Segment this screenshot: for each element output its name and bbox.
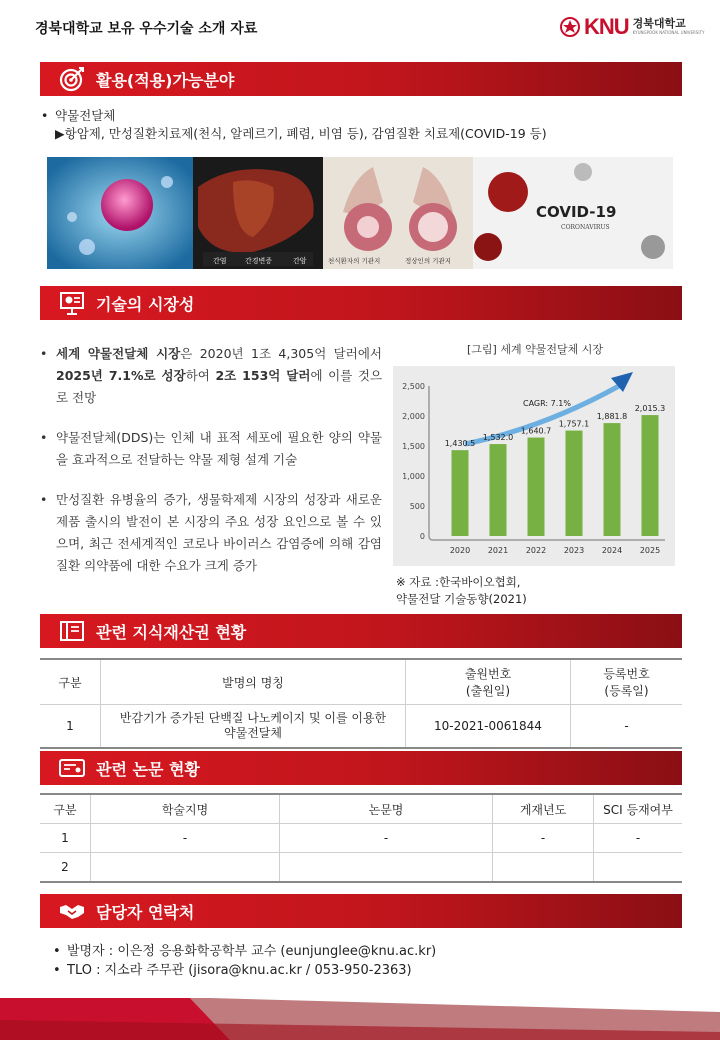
market-size-strong: 세계 약물전달체 시장: [56, 346, 181, 361]
y-tick-label: 0: [419, 532, 425, 541]
x-tick-label: 2020: [449, 546, 471, 555]
y-tick-label: 2,500: [402, 382, 425, 391]
bar-value-label: 1,881.8: [596, 412, 628, 422]
ip-table: [40, 658, 682, 749]
table-row: [40, 705, 682, 749]
section-bar-papers: [40, 751, 682, 785]
table-cell: 2: [40, 853, 91, 883]
covid-subtitle: CORONAVIRUS: [561, 224, 610, 231]
market-bullet-3: • 만성질환 유병율의 증가, 생물학제제 시장의 성장과 새로운 제품 출시의 발전이 본 시장의 주요 성장 요인으로 볼 수 있으며, 최근 전세계적인 코로나 바이러스 감염증에 의해 감염질환 의약품에 대한 수요가 크게 증가: [40, 489, 382, 577]
section-title: 관련 논문 현황: [96, 759, 200, 779]
table-header-row: [40, 794, 682, 824]
section-title: 관련 지식재산권 현황: [96, 622, 247, 642]
presentation-icon: [58, 289, 86, 317]
application-number: 10-2021-0061844: [406, 705, 571, 749]
table-cell: [493, 853, 594, 883]
application-detail: ▶항암제, 만성질환치료제(천식, 알레르기, 폐렴, 비염 등), 감염질환 치료제(COVID-19 등): [55, 126, 547, 141]
header-cell: 출원번호 (출원일): [406, 659, 571, 705]
y-tick-label: 1,000: [402, 472, 425, 481]
covid-title: COVID-19: [536, 203, 617, 221]
growth-strong: 2025년 7.1%로 성장: [56, 368, 186, 383]
chart-bar: [642, 415, 659, 536]
table-cell: -: [493, 824, 594, 853]
market-chart: [393, 366, 675, 566]
invention-title: 반감기가 증가된 단백질 나노케이지 및 이를 이용한 약물전달체: [101, 705, 406, 749]
section-title: 활용(적용)가능분야: [96, 70, 235, 90]
table-cell: [91, 853, 280, 883]
covid-image: [473, 157, 673, 269]
market-text-1: 은 2020년 1조 4,305억 달러에서: [180, 346, 382, 361]
dds-description: 약물전달체(DDS)는 인체 내 표적 세포에 필요한 양의 약물을 효과적으로 전달하는 약물 제형 설계 기술: [56, 430, 382, 467]
bar-value-label: 1,640.7: [520, 426, 552, 436]
target-size-strong: 2조 153억 달러: [215, 368, 311, 383]
section-bar-market: [40, 286, 682, 320]
registration-number: -: [571, 705, 683, 749]
x-tick-label: 2022: [525, 546, 547, 555]
knu-logo: [560, 14, 704, 40]
growth-factors: 만성질환 유병율의 증가, 생물학제제 시장의 성장과 새로운 제품 출시의 발전이 본 시장의 주요 성장 요인으로 볼 수 있으며, 최근 전세계적인 코로나 바이러스 감염증에 의해 감염질환 의약품에 대한 수요가 크게 증가: [56, 492, 382, 573]
source-note: [396, 574, 527, 608]
bar-value-label: 2,015.3: [634, 404, 666, 414]
lung-label-normal: 정상인의 기관지: [405, 257, 452, 265]
x-tick-label: 2025: [639, 546, 661, 555]
liver-label-hepatitis: 간염: [213, 257, 227, 265]
cancer-cell-image: [47, 157, 193, 269]
table-cell: 1: [40, 824, 91, 853]
lung-label-asthma: 천식환자의 기관지: [328, 257, 381, 265]
bar-value-label: 1,532.0: [482, 433, 514, 443]
section-bar-contact: [40, 894, 682, 928]
chart-bar: [490, 444, 507, 536]
application-bullet-text: 약물전달체: [55, 108, 116, 123]
table-cell: [280, 853, 493, 883]
source-line-1: ※ 자료 :한국바이오협회,: [396, 575, 521, 589]
handshake-icon: [58, 897, 86, 925]
chart-bar: [528, 438, 545, 536]
contact-list: [53, 942, 436, 980]
section-title: 담당자 연락처: [96, 902, 195, 922]
figure-caption: [그림] 세계 약물전달체 시장: [467, 343, 603, 356]
table-row: [40, 853, 682, 883]
header-cell: SCI 등재여부: [594, 794, 683, 824]
row-number: 1: [40, 705, 101, 749]
logo-sub-text: 경북대학교: [632, 17, 686, 30]
market-bullet-2: • 약물전달체(DDS)는 인체 내 표적 세포에 필요한 양의 약물을 효과적으로 전달하는 약물 제형 설계 기술: [40, 427, 382, 471]
cagr-annotation: CAGR: 7.1%: [523, 399, 571, 408]
table-row: [40, 824, 682, 853]
liver-image: [193, 157, 323, 269]
inventor-text: 발명자 : 이은정 응용화학공학부 교수 (eunjunglee@knu.ac.kr): [67, 944, 437, 959]
target-icon: [58, 65, 86, 93]
section-title: 기술의 시장성: [96, 294, 195, 314]
header-cell: 게재년도: [493, 794, 594, 824]
section-bar-applications: [40, 62, 682, 96]
table-cell: -: [280, 824, 493, 853]
x-tick-label: 2024: [601, 546, 623, 555]
inventor-contact: • 발명자 : 이은정 응용화학공학부 교수 (eunjunglee@knu.ac.kr): [53, 944, 437, 959]
header-cell: 학술지명: [91, 794, 280, 824]
table-cell: -: [91, 824, 280, 853]
logo-text: KNU: [584, 14, 629, 39]
x-tick-label: 2021: [487, 546, 509, 555]
table-cell: [594, 853, 683, 883]
header-cell: 발명의 명칭: [101, 659, 406, 705]
market-bar-chart: [393, 366, 675, 566]
x-tick-label: 2023: [563, 546, 585, 555]
source-line-2: 약물전달 기술동향(2021): [396, 592, 527, 606]
logo-en-text: KYUNGPOOK NATIONAL UNIVERSITY: [632, 30, 705, 35]
document-icon: [58, 754, 86, 782]
footer-decoration: [0, 990, 720, 1040]
y-tick-label: 1,500: [402, 442, 425, 451]
document-title: 경북대학교 보유 우수기술 소개 자료: [35, 21, 258, 37]
liver-label-cancer: 간암: [293, 257, 307, 265]
tlo-contact: • TLO : 지소라 주무관 (jisora@knu.ac.kr / 053-950-2363): [53, 963, 412, 978]
header-cell: 등록번호 (등록일): [571, 659, 683, 705]
header-cell: 논문명: [280, 794, 493, 824]
table-cell: -: [594, 824, 683, 853]
chart-bar: [452, 450, 469, 536]
header-cell: 구분: [40, 659, 101, 705]
bar-value-label: 1,757.1: [558, 419, 590, 429]
header-cell: 구분: [40, 794, 91, 824]
papers-table: [40, 793, 682, 883]
application-bullet: • 약물전달체: [41, 108, 116, 123]
knu-emblem-icon: [560, 17, 580, 37]
market-bullet-1: • 세계 약물전달체 시장은 2020년 1조 4,305억 달러에서 2025년 7.1%로 성장하여 2조 153억 달러에 이를 것으로 전망: [40, 346, 383, 405]
tlo-text: TLO : 지소라 주무관 (jisora@knu.ac.kr / 053-950-2363): [67, 963, 412, 978]
section-bar-ip: [40, 614, 682, 648]
chart-bar: [566, 431, 583, 536]
application-images: [47, 157, 673, 269]
book-icon: [58, 617, 86, 645]
table-header-row: [40, 659, 682, 705]
bar-value-label: 1,430.5: [444, 439, 476, 449]
market-text-2: 하여: [185, 368, 216, 383]
liver-label-cirrhosis: 간경변증: [245, 257, 273, 265]
y-tick-label: 2,000: [402, 412, 425, 421]
market-text-3: 에 이를 것으로 전망: [56, 368, 383, 405]
lung-image: [323, 157, 473, 269]
chart-bar: [604, 423, 621, 536]
y-tick-label: 500: [409, 502, 425, 511]
